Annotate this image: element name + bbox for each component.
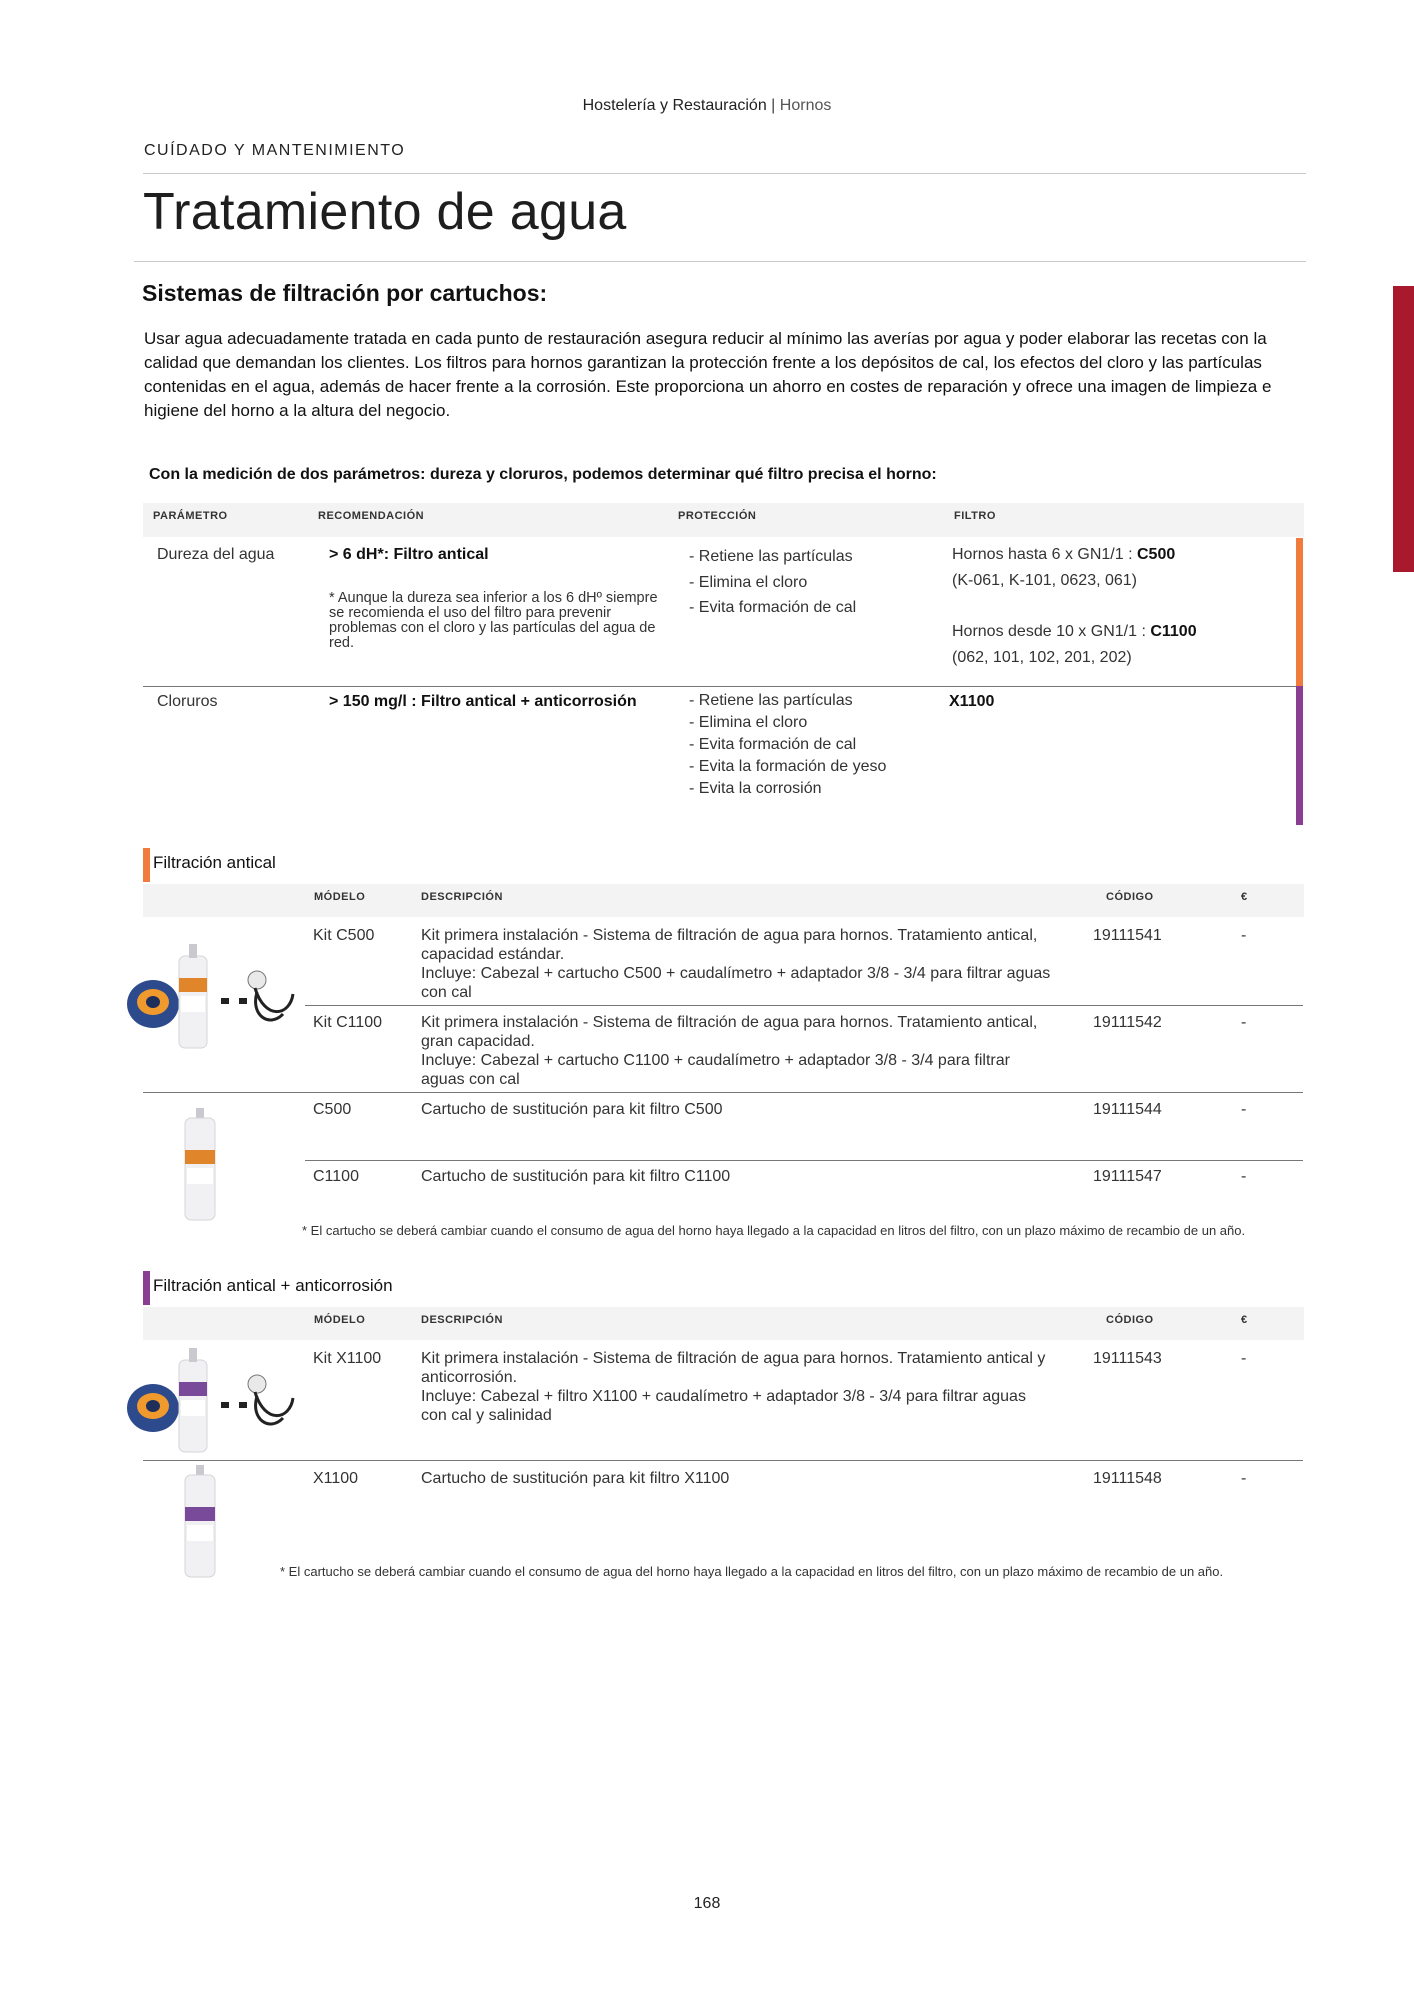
description-line: con cal xyxy=(421,984,472,1001)
description-line: aguas con cal xyxy=(421,1071,520,1088)
protection-item: - Retiene las partículas xyxy=(689,548,853,565)
param-chlorides: Cloruros xyxy=(157,693,218,710)
filter-model: C500 xyxy=(1136,546,1176,563)
product-price: - xyxy=(1241,1168,1247,1185)
th-parameter: PARÁMETRO xyxy=(153,510,228,522)
product-price: - xyxy=(1241,1014,1247,1031)
description-line: capacidad estándar. xyxy=(421,946,565,963)
recommendation-chlorides: > 150 mg/l : Filtro antical + anticorrosión xyxy=(329,693,637,710)
model-name: C1100 xyxy=(313,1168,359,1185)
product-description xyxy=(421,926,1050,1002)
page-title: Tratamiento de agua xyxy=(143,183,627,241)
orange-indicator-bar xyxy=(1296,538,1303,686)
description-line: anticorrosión. xyxy=(421,1369,518,1386)
divider xyxy=(143,173,1306,174)
hardness-note: * Aunque la dureza sea inferior a los 6 dHº siempre se recomienda el uso del filtro para prevenir problemas con el cloro y las partículas del agua de red. xyxy=(329,590,658,651)
filter-spec xyxy=(952,542,1175,567)
th-price: € xyxy=(1241,891,1248,903)
antical-footnote: * El cartucho se deberá cambiar cuando el consumo de agua del horno haya llegado a la capacidad en litros del filtro, con un plazo máximo de recambio de un año. xyxy=(302,1223,1246,1238)
subheading: Sistemas de filtración por cartuchos: xyxy=(142,280,548,306)
row-divider xyxy=(143,686,1303,687)
description-line: con cal y salinidad xyxy=(421,1407,552,1424)
description-line: Kit primera instalación - Sistema de filtración de agua para hornos. Tratamiento antical, xyxy=(421,1014,1038,1031)
th-price: € xyxy=(1241,1314,1248,1326)
filter-text: Hornos hasta 6 x GN1/1 : xyxy=(952,546,1137,563)
param-hardness: Dureza del agua xyxy=(157,546,275,563)
purple-indicator-bar xyxy=(1296,686,1303,825)
running-header xyxy=(0,97,1414,115)
header-separator: | xyxy=(771,97,776,114)
model-name: X1100 xyxy=(313,1470,359,1487)
section-title-anticorrosion: Filtración antical + anticorrosión xyxy=(153,1276,393,1295)
cartridge-image xyxy=(175,1108,225,1223)
description-line: Kit primera instalación - Sistema de filtración de agua para hornos. Tratamiento antical, xyxy=(421,927,1038,944)
th-model: MÓDELO xyxy=(314,1314,366,1326)
protection-list xyxy=(689,690,886,800)
protection-item: - Evita la corrosión xyxy=(689,780,822,797)
protection-item: - Elimina el cloro xyxy=(689,573,808,591)
protection-list xyxy=(689,544,856,621)
description-line: Kit primera instalación - Sistema de filtración de agua para hornos. Tratamiento antical y xyxy=(421,1350,1046,1367)
product-code: 19111542 xyxy=(1093,1014,1162,1031)
filter-model: C1100 xyxy=(1150,623,1197,640)
row-divider xyxy=(305,1005,1303,1006)
th-model: MÓDELO xyxy=(314,891,366,903)
filter-model: X1100 xyxy=(949,693,995,710)
anticorrosion-footnote: * El cartucho se deberá cambiar cuando el consumo de agua del horno haya llegado a la capacidad en litros del filtro, con un plazo máximo de recambio de un año. xyxy=(280,1564,1224,1579)
th-code: CÓDIGO xyxy=(1106,891,1154,903)
product-code: 19111544 xyxy=(1093,1101,1162,1118)
th-code: CÓDIGO xyxy=(1106,1314,1154,1326)
product-description xyxy=(421,1349,1045,1425)
product-price: - xyxy=(1241,1101,1247,1118)
filter-kit-image xyxy=(115,1340,305,1460)
section-marker xyxy=(143,1271,150,1305)
section-title-antical: Filtración antical xyxy=(153,853,276,872)
category-label: CUÍDADO Y MANTENIMIENTO xyxy=(144,142,406,159)
row-divider xyxy=(143,1460,1303,1461)
protection-item: - Evita formación de cal xyxy=(689,599,857,616)
product-description xyxy=(421,1013,1037,1089)
protection-item: - Elimina el cloro xyxy=(689,714,808,731)
product-code: 19111548 xyxy=(1093,1470,1162,1487)
model-name: Kit X1100 xyxy=(313,1350,382,1367)
row-divider xyxy=(305,1160,1303,1161)
header-subsection: Hornos xyxy=(779,97,832,114)
th-description: DESCRIPCIÓN xyxy=(421,891,503,903)
product-price: - xyxy=(1241,1470,1247,1487)
section-marker xyxy=(143,848,150,882)
table-lead-text: Con la medición de dos parámetros: dureza y cloruros, podemos determinar qué filtro precisa el horno: xyxy=(149,466,937,483)
filter-oven-models: (062, 101, 102, 201, 202) xyxy=(952,649,1132,666)
filter-oven-models: (K-061, K-101, 0623, 061) xyxy=(952,572,1138,589)
th-filter: FILTRO xyxy=(954,510,996,522)
row-divider xyxy=(143,1092,1303,1093)
product-code: 19111543 xyxy=(1093,1350,1162,1367)
product-code: 19111541 xyxy=(1093,927,1162,944)
side-tab-marker xyxy=(1393,286,1414,572)
product-description: Cartucho de sustitución para kit filtro C500 xyxy=(421,1101,723,1118)
description-line: Incluye: Cabezal + filtro X1100 + caudalímetro + adaptador 3/8 - 3/4 para filtrar aguas xyxy=(421,1388,1026,1405)
description-line: Incluye: Cabezal + cartucho C1100 + caudalímetro + adaptador 3/8 - 3/4 para filtrar xyxy=(421,1052,1010,1069)
product-code: 19111547 xyxy=(1093,1168,1162,1185)
page-number: 168 xyxy=(693,1895,721,1912)
model-name: Kit C500 xyxy=(313,927,375,944)
filter-kit-image xyxy=(115,936,305,1056)
product-price: - xyxy=(1241,1350,1247,1367)
model-name: Kit C1100 xyxy=(313,1014,383,1031)
product-description: Cartucho de sustitución para kit filtro C1100 xyxy=(421,1168,731,1185)
description-line: gran capacidad. xyxy=(421,1033,535,1050)
th-description: DESCRIPCIÓN xyxy=(421,1314,503,1326)
protection-item: - Retiene las partículas xyxy=(689,692,853,709)
th-protection: PROTECCIÓN xyxy=(678,510,757,522)
protection-item: - Evita formación de cal xyxy=(689,736,857,753)
description-line: Incluye: Cabezal + cartucho C500 + caudalímetro + adaptador 3/8 - 3/4 para filtrar aguas xyxy=(421,965,1051,982)
product-description: Cartucho de sustitución para kit filtro X1100 xyxy=(421,1470,730,1487)
product-price: - xyxy=(1241,927,1247,944)
intro-paragraph: Usar agua adecuadamente tratada en cada punto de restauración asegura reducir al mínimo las averías por agua y poder elaborar las recetas con la calidad que demandan los clientes. Los filtros para hornos garantizan la protección frente a los depósitos de cal, los efectos del cloro y las partículas contenidas en el agua, además de hacer frente a la corrosión. Este proporciona un ahorro en costes de reparación y ofrece una imagen de limpieza e higiene del horno a la altura del negocio. xyxy=(144,329,1272,420)
filter-text: Hornos desde 10 x GN1/1 : xyxy=(952,623,1151,640)
protection-item: - Evita la formación de yeso xyxy=(689,758,887,775)
recommendation-hardness: > 6 dH*: Filtro antical xyxy=(329,546,489,563)
header-section: Hostelería y Restauración xyxy=(582,97,767,114)
cartridge-image xyxy=(175,1465,225,1580)
divider xyxy=(134,261,1306,262)
model-name: C500 xyxy=(313,1101,352,1118)
filter-spec xyxy=(952,619,1197,644)
th-recommendation: RECOMENDACIÓN xyxy=(318,510,425,522)
